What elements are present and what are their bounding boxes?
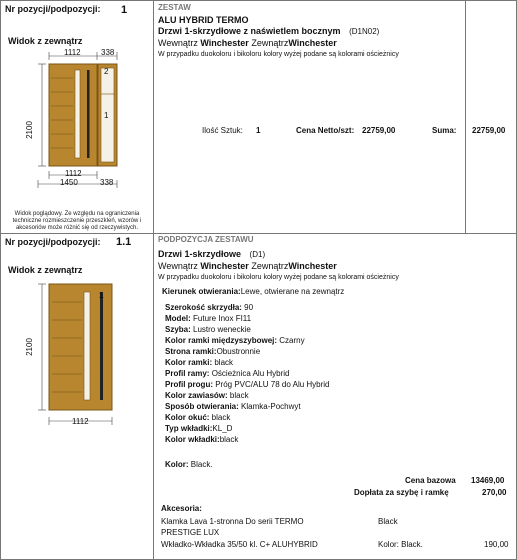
- section-header: ZESTAW: [158, 3, 191, 12]
- accessory-1-name-line-2: PRESTIGE LUX: [161, 528, 220, 537]
- spec-label: Profil ramy:: [165, 369, 210, 378]
- base-price-value: 13469,00: [471, 476, 505, 485]
- spec-value: Próg PVC/ALU 78 do Alu Hybrid: [213, 380, 330, 389]
- spec-value: black: [227, 391, 249, 400]
- spec-value: Obustronnie: [216, 347, 261, 356]
- color-spec-value: Black.: [188, 460, 213, 469]
- position-number-label: Nr pozycji/podpozycji:: [5, 4, 101, 14]
- dim-height: 2100: [24, 121, 34, 139]
- spec-label: Szyba:: [165, 325, 191, 334]
- outside-value: Winchester: [288, 38, 337, 48]
- position-number-value: 1: [121, 4, 128, 16]
- spec-value: Czarny: [277, 336, 305, 345]
- inside-value: Winchester: [200, 38, 249, 48]
- spec-row: [165, 315, 251, 323]
- outside-label: Zewnątrz: [251, 38, 289, 48]
- view-label: Widok z zewnątrz: [8, 36, 83, 46]
- net-price-value: 22759,00: [362, 126, 396, 135]
- opening-label: Kierunek otwierania:: [162, 287, 241, 296]
- product-desc-line: [158, 27, 379, 36]
- product-code: (D1N02): [349, 27, 380, 36]
- color-spec: [165, 461, 213, 469]
- glass-surcharge-value: 270,00: [482, 488, 507, 497]
- quantity-label: Ilość Sztuk:: [202, 126, 243, 135]
- section-header-2: PODPOZYCJA ZESTAWU: [158, 235, 254, 244]
- color-line-2: [158, 262, 337, 271]
- dim-bottom-width-2: 1112: [72, 417, 89, 426]
- single-door-drawing: [0, 280, 150, 430]
- bicolor-note: W przypadku duokoloru i bikoloru kolory wyżej podane są kolorami ościeżnicy: [158, 51, 399, 58]
- subposition-number-label: Nr pozycji/podpozycji:: [5, 237, 101, 247]
- spec-row: [165, 348, 260, 356]
- dim-total-width: 1450: [60, 178, 78, 187]
- panel-mark-2: 1: [99, 291, 104, 300]
- spec-row: [165, 436, 238, 444]
- product-desc-line-2: [158, 250, 265, 259]
- dim-bottom-width: 1112: [65, 169, 82, 178]
- accessory-2-color: Kolor: Black.: [378, 540, 423, 549]
- spec-value: Lustro weneckie: [190, 325, 251, 334]
- base-price-label: Cena bazowa: [405, 476, 456, 485]
- product-name: ALU HYBRID TERMO: [158, 15, 249, 25]
- section-divider: [0, 233, 517, 234]
- spec-row: [165, 304, 253, 312]
- quantity-value: 1: [256, 126, 261, 135]
- spec-label: Profil progu:: [165, 380, 213, 389]
- outside-label-2: Zewnątrz: [251, 261, 289, 271]
- accessory-2-price: 190,00: [484, 540, 509, 549]
- spec-label: Kolor zawiasów:: [165, 391, 228, 400]
- spec-label: Model:: [165, 314, 191, 323]
- dim-top-side: 338: [101, 48, 115, 57]
- spec-row: [165, 403, 301, 411]
- spec-label: Strona ramki:: [165, 347, 217, 356]
- spec-row: [165, 359, 233, 367]
- opening-value: Lewe, otwierane na zewnątrz: [240, 287, 345, 296]
- sum-value: 22759,00: [472, 126, 506, 135]
- spec-label: Kolor okuć:: [165, 413, 210, 422]
- inside-value-2: Winchester: [200, 261, 249, 271]
- spec-value: Klamka-Pochwyt: [238, 402, 301, 411]
- color-line: [158, 39, 337, 48]
- opening-direction: [162, 288, 344, 296]
- spec-label: Szerokość skrzydła:: [165, 303, 242, 312]
- spec-row: [165, 337, 305, 345]
- spec-row: [165, 370, 290, 378]
- outside-value-2: Winchester: [288, 261, 337, 271]
- net-price-label: Cena Netto/szt:: [296, 126, 355, 135]
- top-border: [0, 0, 517, 1]
- glass-surcharge-label: Dopłata za szybę i ramkę: [354, 488, 449, 497]
- note-line-3: akcesoriów może różnić się od rzeczywistych.: [15, 225, 139, 231]
- spec-value: black: [212, 358, 234, 367]
- view-label-2: Widok z zewnątrz: [8, 265, 83, 275]
- spec-value: KL_D: [212, 424, 233, 433]
- preview-note: [2, 211, 152, 232]
- spec-label: Kolor ramki:: [165, 358, 213, 367]
- dim-height-2: 2100: [24, 338, 34, 356]
- product-desc: Drzwi 1-skrzydłowe z naświetlem bocznym: [158, 26, 341, 36]
- spec-value: Future Inox FI11: [190, 314, 252, 323]
- dim-top-width: 1112: [64, 48, 81, 57]
- column-divider: [153, 0, 154, 560]
- accessories-label: Akcesoria:: [161, 504, 202, 513]
- subposition-number-value: 1.1: [116, 236, 132, 248]
- spec-row: [165, 425, 232, 433]
- sum-column-divider: [465, 0, 466, 233]
- spec-row: [165, 414, 230, 422]
- spec-row: [165, 392, 249, 400]
- spec-label: Kolor wkładki:: [165, 435, 220, 444]
- spec-label: Typ wkładki:: [165, 424, 213, 433]
- inside-label: Wewnątrz: [158, 38, 198, 48]
- accessory-2-name: Wkładko-Wkładka 35/50 kl. C+ ALUHYBRID: [161, 540, 318, 549]
- spec-value: black: [219, 435, 239, 444]
- spec-value: Ościeżnica Alu Hybrid: [209, 369, 290, 378]
- dim-bottom-side: 338: [100, 178, 114, 187]
- note-line-1: Widok poglądowy. Ze względu na ograniczenia: [14, 211, 140, 217]
- note-line-2: techniczne rozmieszczenie przeszkleń, wzorów i: [12, 218, 142, 224]
- spec-label: Sposób otwierania:: [165, 402, 239, 411]
- sum-label: Suma:: [432, 126, 457, 135]
- inside-label-2: Wewnątrz: [158, 261, 198, 271]
- accessory-1-name-line-1: Klamka Lava 1-stronna Do serii TERMO: [161, 517, 304, 526]
- spec-row: [165, 326, 251, 334]
- bicolor-note-2: W przypadku duokoloru i bikoloru kolory wyżej podane są kolorami ościeżnicy: [158, 274, 399, 281]
- product-desc-2: Drzwi 1-skrzydłowe: [158, 249, 242, 259]
- accessory-1-color: Black: [378, 517, 398, 526]
- spec-value: black: [209, 413, 231, 422]
- panel-mark-mid: 1: [104, 111, 109, 120]
- color-spec-label: Kolor:: [165, 460, 189, 469]
- spec-label: Kolor ramki międzyszybowej:: [165, 336, 278, 345]
- panel-mark-top: 2: [104, 67, 109, 76]
- spec-row: [165, 381, 330, 389]
- spec-value: 90: [241, 303, 254, 312]
- product-code-2: (D1): [249, 250, 266, 259]
